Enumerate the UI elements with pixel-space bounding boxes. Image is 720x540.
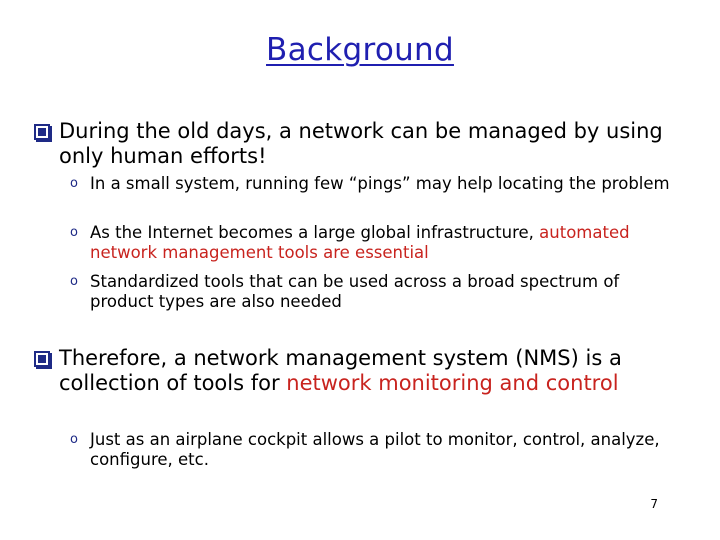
subbullet-1-2-plain: As the Internet becomes a large global infrastructure, xyxy=(90,223,540,242)
subbullet-1-2-highlight: automated network management tools are essential xyxy=(90,223,630,262)
circle-bullet-icon: o xyxy=(70,225,78,240)
circle-bullet-icon: o xyxy=(70,274,78,289)
subbullet-1-2-text xyxy=(90,223,680,263)
subbullet-2-1-text: Just as an airplane cockpit allows a pilot to monitor, control, analyze, configure, etc. xyxy=(90,430,660,469)
bullet-1-text: During the old days, a network can be managed by using only human efforts! xyxy=(59,119,663,168)
slide-number: 7 xyxy=(650,497,658,511)
subbullet-1-1-text: In a small system, running few “pings” may help locating the problem xyxy=(90,174,670,193)
bullet-2-plain: Therefore, a network management system (NMS) is a collection of tools for xyxy=(59,346,622,395)
circle-bullet-icon: o xyxy=(70,176,78,191)
bullet-2-text xyxy=(59,346,679,396)
square-bullet-icon xyxy=(34,351,50,367)
square-bullet-icon xyxy=(34,124,50,140)
slide-title: Background xyxy=(266,32,454,68)
bullet-2-highlight: network monitoring and control xyxy=(286,371,619,395)
subbullet-1-3-text: Standardized tools that can be used across a broad spectrum of product types are also needed xyxy=(90,272,620,311)
circle-bullet-icon: o xyxy=(70,432,78,447)
